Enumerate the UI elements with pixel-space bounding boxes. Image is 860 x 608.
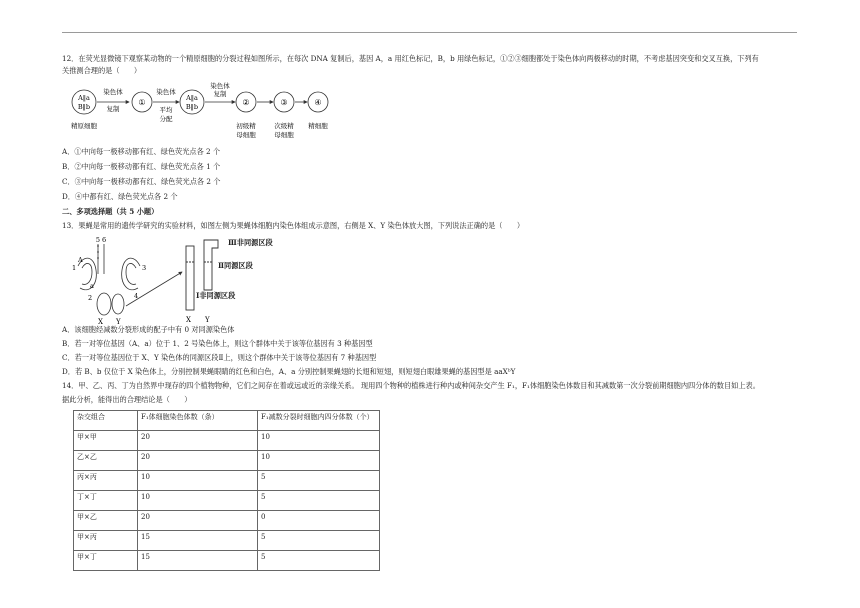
- table-row: [74, 471, 380, 491]
- table-cell: 5: [258, 551, 380, 571]
- q12-label-c2-l2: 母细胞: [236, 131, 256, 139]
- q13-zoom-arrow: [126, 272, 182, 306]
- table-cell: 丁×丁: [74, 491, 138, 511]
- q13-label-xb: X: [186, 316, 191, 324]
- q12-arrow1-bottom: 复制: [106, 105, 120, 113]
- table-cell: 15: [138, 551, 258, 571]
- q13-label-x: X: [98, 318, 103, 324]
- table-row: [74, 511, 380, 531]
- table-cell: 乙×乙: [74, 451, 138, 471]
- q12-arrow3-top: 染色体: [210, 82, 230, 90]
- table-cell: 10: [258, 451, 380, 471]
- table-cell: 0: [258, 511, 380, 531]
- table-cell: 甲×丁: [74, 551, 138, 571]
- q13-option-b: B．若一对等位基因（A、a）位于 1、2 号染色体上，则这个群体中关于该等位基因有 3 种基因型: [62, 339, 373, 348]
- q13-label-3: 3: [142, 264, 147, 272]
- q13-label-aa: a: [90, 282, 94, 290]
- table-row: [74, 451, 380, 471]
- q13-label-2: 2: [88, 294, 93, 302]
- q13-option-d: D．若 B、b 仅位于 X 染色体上，分别控制果蝇眼睛的红色和白色，A、a 分别控制果蝇翅的长翅和短翅，则短翅白眼雄果蝇的基因型是 aaXᵇY: [62, 367, 516, 376]
- q13-option-c: C．若一对等位基因位于 X、Y 染色体的同源区段Ⅱ上，则这个群体中关于该等位基因有 7 种基因型: [62, 353, 377, 362]
- q12-arrow2-mid: 平均: [159, 106, 173, 114]
- q13-seg3: Ⅲ非同源区段: [228, 238, 273, 247]
- q13-seg1: Ⅰ非同源区段: [196, 291, 236, 300]
- table-cell: 5: [258, 491, 380, 511]
- q12-arrow1-top: 染色体: [103, 88, 123, 96]
- page-header-rule: [62, 32, 797, 33]
- q13-label-y: Y: [116, 318, 121, 324]
- q12-label-c3-l2: 母细胞: [274, 131, 294, 139]
- table-cell: 15: [138, 531, 258, 551]
- table-header-cell: F₁体细胞染色体数（条）: [138, 411, 258, 431]
- q12-cell-2-label: ②: [242, 98, 250, 107]
- table-cell: 5: [258, 531, 380, 551]
- q12-option-b: B．②中向每一极移动都有红、绿色荧光点各 1 个: [62, 162, 221, 171]
- q12-stem-line2: 关推测合理的是（ ）: [62, 66, 142, 75]
- q14-stem-line1: 14．甲、乙、丙、丁为自然界中现存的四个植物物种，它们之间存在着或远或近的亲缘关系。 现用四个物种的植株进行种内或种间杂交产生 F₁，F₁体细胞染色体数目和其减数第一次分裂前期细胞内四分体的数目如上表。: [62, 381, 760, 390]
- q12-cell-4-label: ④: [314, 98, 322, 107]
- q13-label-1: 1: [72, 264, 77, 272]
- q14-stem-line2: 据此分析，能得出的合理结论是（ ）: [62, 395, 192, 404]
- q13-label-yb: Y: [205, 316, 210, 324]
- table-cell: 10: [258, 431, 380, 451]
- q12-cell-0-genes-b: B‖b: [185, 103, 199, 111]
- table-header-cell: F₁减数分裂时细胞内四分体数（个）: [258, 411, 380, 431]
- table-cell: 10: [138, 491, 258, 511]
- q12-cell-0-genes: A‖a: [186, 94, 198, 102]
- table-cell: 5: [258, 471, 380, 491]
- q13-stem: 13．果蝇是常用的遗传学研究的实验材料，如图左侧为果蝇体细胞内染色体组成示意图，右侧是 X、Y 染色体放大图，下列说法正确的是（ ）: [62, 221, 525, 230]
- table-row: [74, 491, 380, 511]
- q12-stem-line1: 12．在荧光显微镜下观察某动物的一个精原细胞的分裂过程如图所示，在每次 DNA 复制后，基因 A，a 用红色标记，B，b 用绿色标记，①②③细胞都处于染色体向两极移动的时期，不考虑基因突变和交叉互换，下列有: [62, 54, 759, 63]
- table-cell: 20: [138, 511, 258, 531]
- table-cell: 甲×乙: [74, 511, 138, 531]
- q12-option-c: C．③中向每一极移动都有红、绿色荧光点各 2 个: [62, 177, 221, 186]
- q12-label-c4: 精细胞: [308, 122, 328, 130]
- q12-label-start: 精原细胞: [71, 122, 97, 130]
- table-cell: 20: [138, 431, 258, 451]
- q12-arrow2-top: 染色体: [156, 88, 176, 96]
- table-header-cell: 杂交组合: [74, 411, 138, 431]
- q12-arrow2-bottom: 分配: [159, 115, 173, 123]
- fly-chromosome-set: [78, 244, 140, 315]
- table-row: [74, 531, 380, 551]
- q12-cell-1-label: ①: [138, 98, 146, 107]
- table-row: [74, 431, 380, 451]
- q12-start-genes-bottom: B‖b: [77, 103, 91, 111]
- q12-label-c2-l1: 初级精: [236, 122, 256, 130]
- q13-seg2: Ⅱ同源区段: [218, 261, 253, 270]
- table-cell: 10: [138, 471, 258, 491]
- q12-cell-3-label: ③: [280, 98, 288, 107]
- q12-start-genes-top: A‖a: [78, 94, 90, 102]
- table-cell: 甲×甲: [74, 431, 138, 451]
- table-cell: 丙×丙: [74, 471, 138, 491]
- table-cell: 甲×丙: [74, 531, 138, 551]
- table-header-row: [74, 411, 380, 431]
- q12-diagram: [68, 82, 348, 144]
- q14-table: [73, 410, 380, 571]
- q13-label-a: A: [78, 256, 83, 264]
- q12-option-a: A．①中向每一极移动都有红、绿色荧光点各 2 个: [62, 147, 221, 156]
- section-heading-multi-choice: 二、多项选择题（共 5 小题）: [62, 207, 159, 216]
- q12-option-d: D．④中都有红、绿色荧光点各 2 个: [62, 192, 178, 201]
- table-row: [74, 551, 380, 571]
- q13-option-a: A．该细胞经减数分裂形成的配子中有 0 对同源染色体: [62, 325, 235, 334]
- table-cell: 20: [138, 451, 258, 471]
- q13-label-56: 5 6: [95, 236, 107, 244]
- q12-label-c3-l1: 次级精: [274, 122, 294, 130]
- q13-label-4: 4: [134, 292, 139, 300]
- q12-arrow3-bottom: 复制: [213, 90, 227, 98]
